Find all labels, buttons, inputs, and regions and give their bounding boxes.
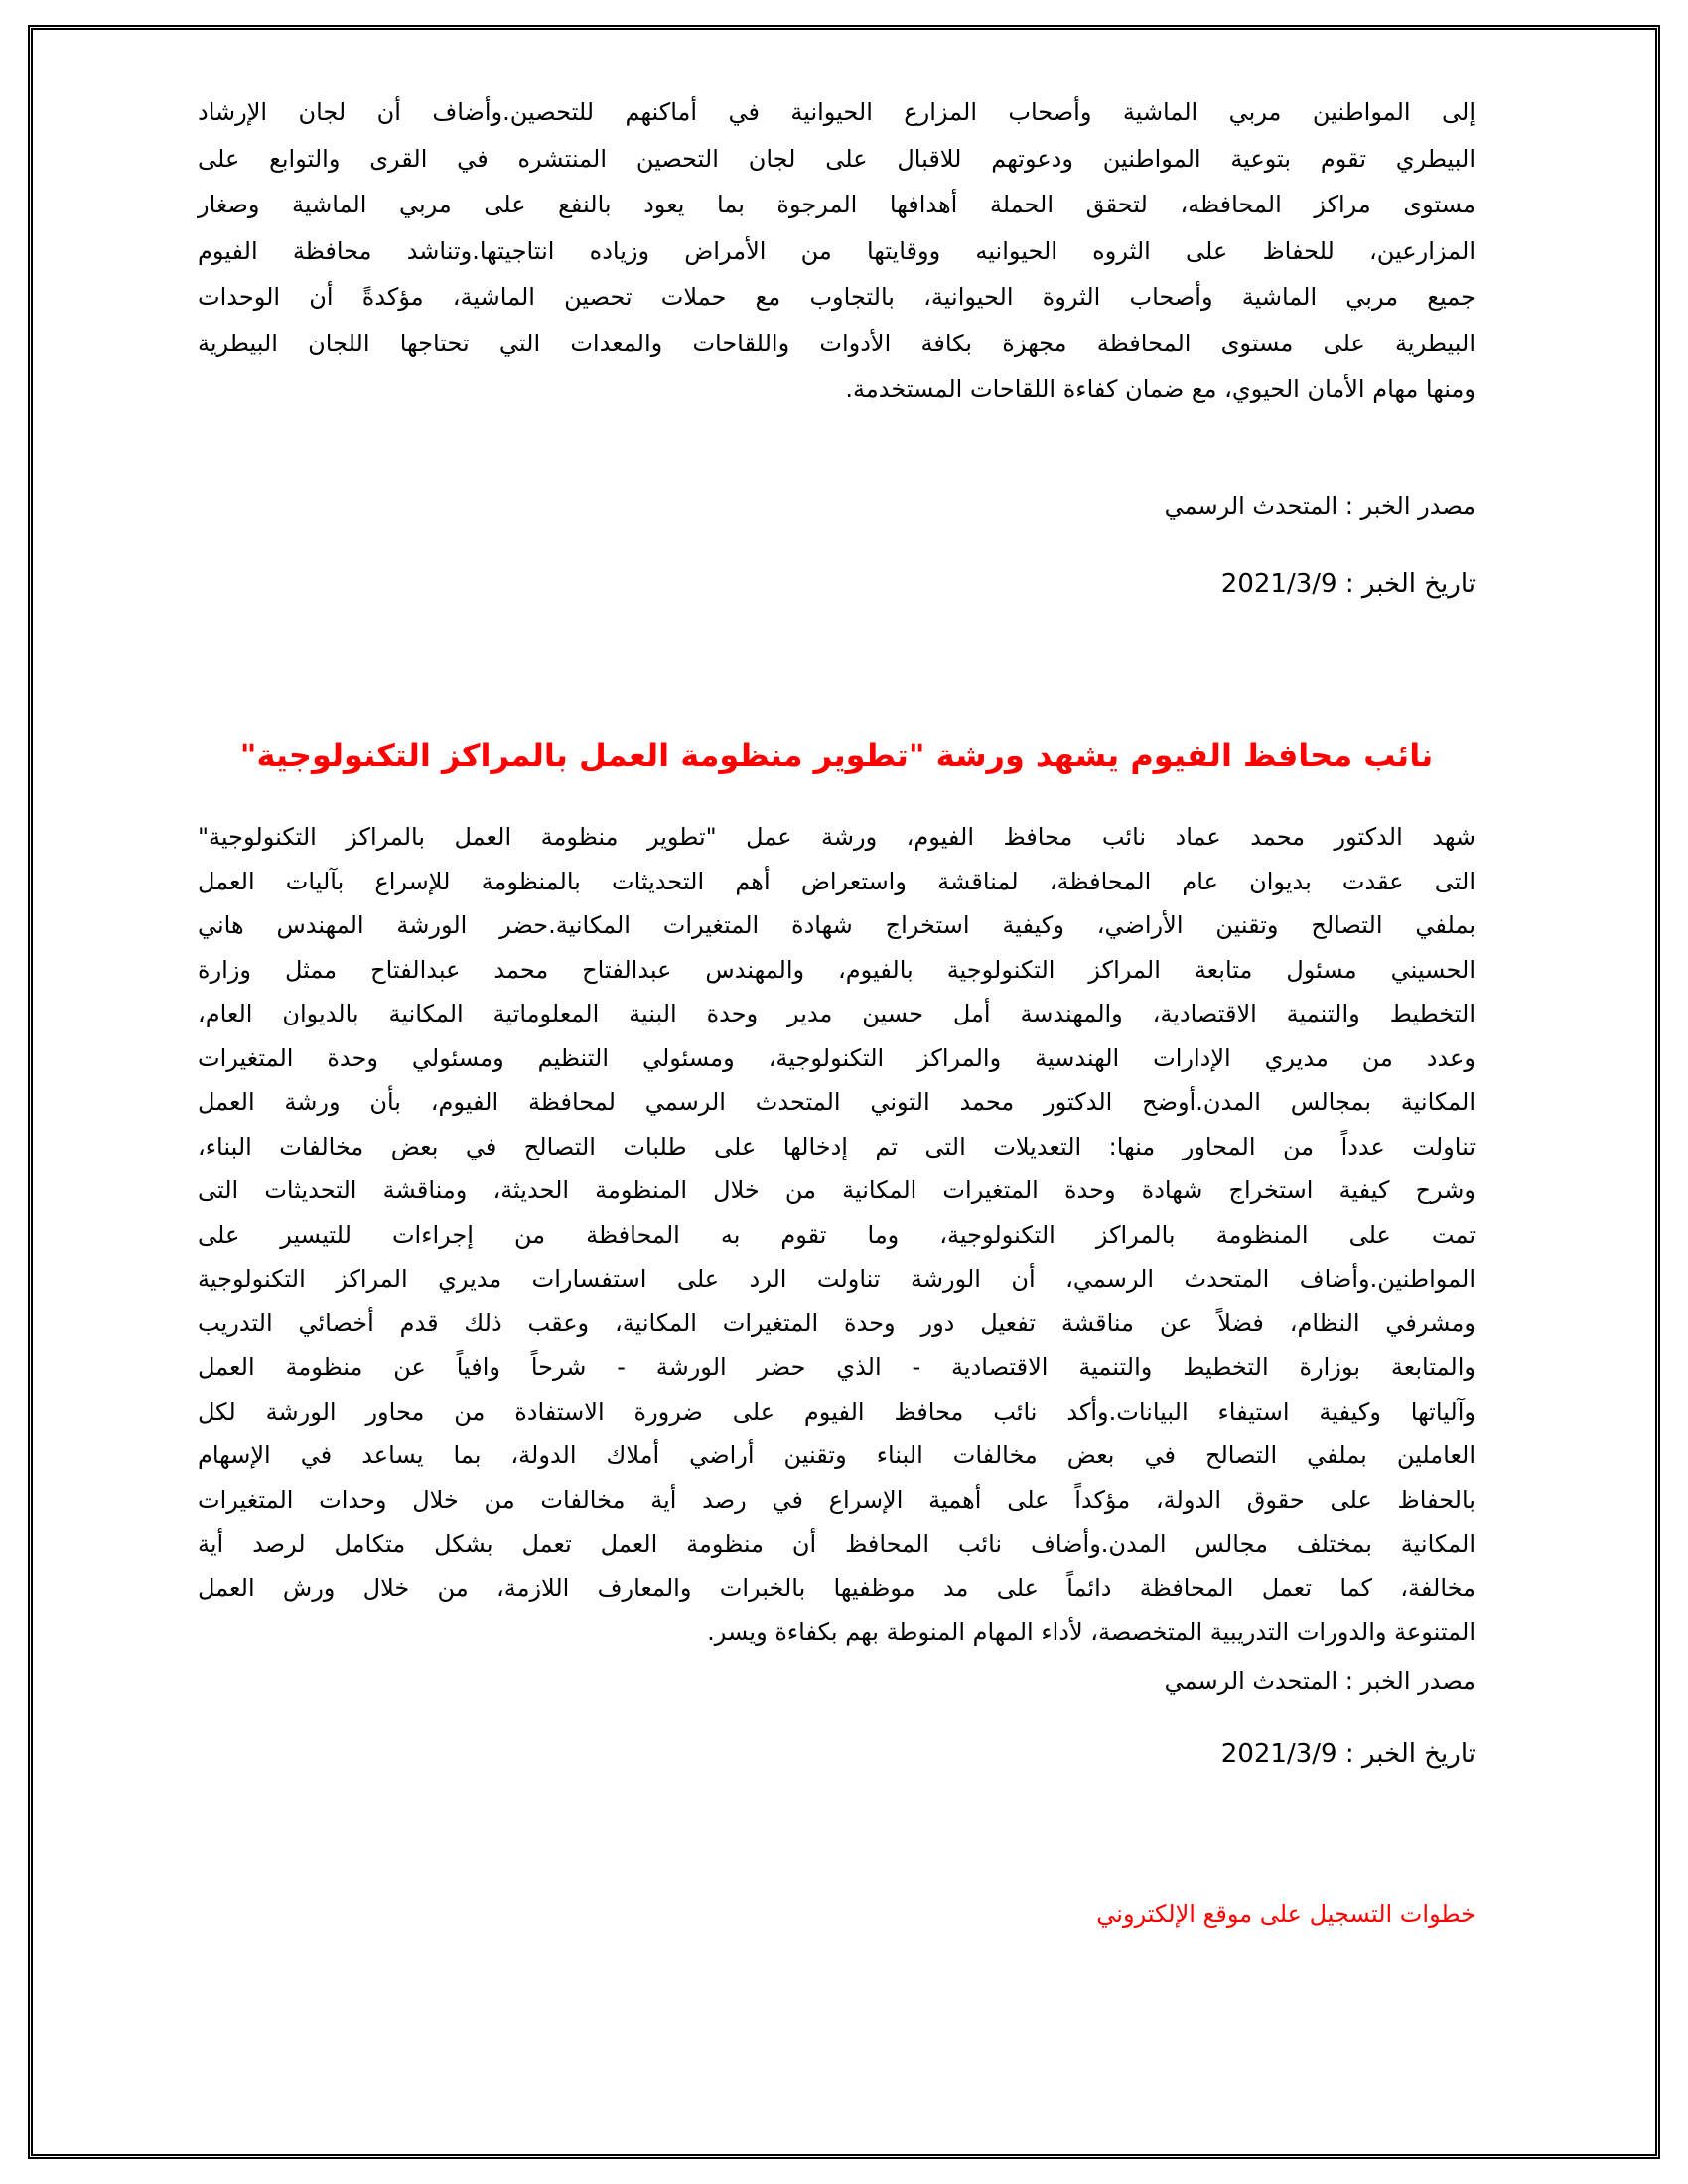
article-1-date: تاريخ الخبر : 2021/3/9 bbox=[1220, 569, 1476, 599]
article-2-body bbox=[198, 815, 1476, 1655]
article-2-body-line: مخالفة، كما تعمل المحافظة دائماً على مد موظفيها بالخبرات والمعارف اللازمة، من خلال ورش العمل bbox=[198, 1573, 1476, 1602]
article-2-body-line: تمت على المنظومة بالمراكز التكنولوجية، وما تقوم به المحافظة من إجراءات للتيسير على bbox=[198, 1220, 1476, 1249]
article-1-body-line: جميع مربي الماشية وأصحاب الثروة الحيوانية، بالتجاوب مع حملات تحصين الماشية، مؤكدةً أن الوحدات bbox=[198, 283, 1476, 311]
article-2-body-line: تناولت عدداً من المحاور منها: التعديلات التى تم إدخالها على طلبات التصالح في بعض مخالفات البناء، bbox=[198, 1132, 1476, 1160]
article-1-source: مصدر الخبر : المتحدث الرسمي bbox=[1164, 492, 1476, 520]
article-2-body-line: المكانية بمجالس المدن.أوضح الدكتور محمد التوني المتحدث الرسمي لمحافظة الفيوم، بأن ورشة العمل bbox=[198, 1088, 1476, 1116]
article-2-body-line: وآلياتها وكيفية استيفاء البيانات.وأكد نائب محافظ الفيوم على ضرورة الاستفادة من محاور الورشة لكل bbox=[198, 1397, 1476, 1426]
article-2-body-line: التخطيط والتنمية الاقتصادية، والمهندسة أمل حسين مدير وحدة البنية المعلوماتية المكانية بالديوان العام، bbox=[198, 1000, 1476, 1027]
article-2-body-line: العاملين بملفي التصالح في بعض مخالفات البناء وتقنين أراضي أملاك الدولة، بما يساعد في الإسهام bbox=[198, 1441, 1476, 1469]
article-2-body-line: الحسيني مسئول متابعة المراكز التكنولوجية بالفيوم، والمهندس عبدالفتاح محمد عبدالفتاح ممثل وزارة bbox=[198, 955, 1476, 984]
article-2-body-line: والمتابعة بوزارة التخطيط والتنمية الاقتصادية - الذي حضر الورشة - شرحاً وافياً عن منظومة العمل bbox=[198, 1353, 1476, 1381]
article-2-body-line: المواطنين.وأضاف المتحدث الرسمي، أن الورشة تناولت الرد على استفسارات مديري المراكز التكنولوجية bbox=[198, 1265, 1476, 1293]
article-2-body-line: المتنوعة والدورات التدريبية المتخصصة، لأداء المهام المنوطة بهم بكفاءة ويسر. bbox=[707, 1618, 1476, 1646]
article-2-source: مصدر الخبر : المتحدث الرسمي bbox=[1164, 1667, 1476, 1695]
article-1-body-line: البيطري تقوم بتوعية المواطنين ودعوتهم للاقبال على لجان التحصين المنتشره في القرى والتوابع على bbox=[198, 144, 1476, 173]
article-1-body bbox=[198, 89, 1476, 413]
article-2-body-line: شهد الدكتور محمد عماد نائب محافظ الفيوم، ورشة عمل "تطوير منظومة العمل بالمراكز التكنولوجية" bbox=[198, 823, 1476, 851]
article-2-body-line: بالحفاظ على حقوق الدولة، مؤكداً على أهمية الإسراع في رصد أية مخالفات من خلال وحدات المتغيرات bbox=[198, 1485, 1476, 1514]
article-2-body-line: بملفي التصالح وتقنين الأراضي، وكيفية استخراج شهادة المتغيرات المكانية.حضر الورشة المهندس هاني bbox=[198, 911, 1476, 939]
article-2-body-line: ومشرفي النظام، فضلاً عن مناقشة تفعيل دور وحدة المتغيرات المكانية، وعقب ذلك قدم أخصائي التدريب bbox=[198, 1308, 1476, 1337]
article-1-body-line: المزارعين، للحفاظ على الثروه الحيوانيه ووقايتها من الأمراض وزياده انتاجيتها.وتناشد محافظة الفيوم bbox=[198, 236, 1476, 265]
article-2-title: نائب محافظ الفيوم يشهد ورشة "تطوير منظومة العمل بالمراكز التكنولوجية" bbox=[239, 737, 1434, 774]
article-2-body-line: المكانية بمختلف مجالس المدن.وأضاف نائب المحافظ أن منظومة العمل تعمل بشكل متكامل لرصد أية bbox=[198, 1530, 1476, 1558]
article-1-body-line: مستوى مراكز المحافظه، لتحقق الحملة أهدافها المرجوة بما يعود بالنفع على مربي الماشية وصغار bbox=[198, 191, 1476, 218]
article-2-body-line: التى عقدت بديوان عام المحافظة، لمناقشة واستعراض أهم التحديثات بالمنظومة للإسراع بآليات العمل bbox=[198, 867, 1476, 895]
registration-steps-link[interactable]: خطوات التسجيل على موقع الإلكتروني bbox=[1096, 1900, 1476, 1928]
article-2-body-line: وشرح كيفية استخراج شهادة وحدة المتغيرات المكانية من خلال المنظومة الحديثة، ومناقشة التحديثات التى bbox=[198, 1176, 1476, 1204]
article-1-body-line: ومنها مهام الأمان الحيوي، مع ضمان كفاءة اللقاحات المستخدمة. bbox=[845, 375, 1476, 403]
article-1-body-line: البيطرية على مستوى المحافظة مجهزة بكافة الأدوات واللقاحات والمعدات التي تحتاجها اللجان البيطرية bbox=[198, 329, 1476, 357]
article-2-body-line: وعدد من مديري الإدارات الهندسية والمراكز التكنولوجية، ومسئولي التنظيم ومسئولي وحدة المتغيرات bbox=[198, 1043, 1476, 1072]
article-2-date: تاريخ الخبر : 2021/3/9 bbox=[1220, 1739, 1476, 1769]
article-1-body-line: إلى المواطنين مربي الماشية وأصحاب المزارع الحيوانية في أماكنهم للتحصين.وأضاف أن لجان الإرشاد bbox=[198, 98, 1476, 126]
